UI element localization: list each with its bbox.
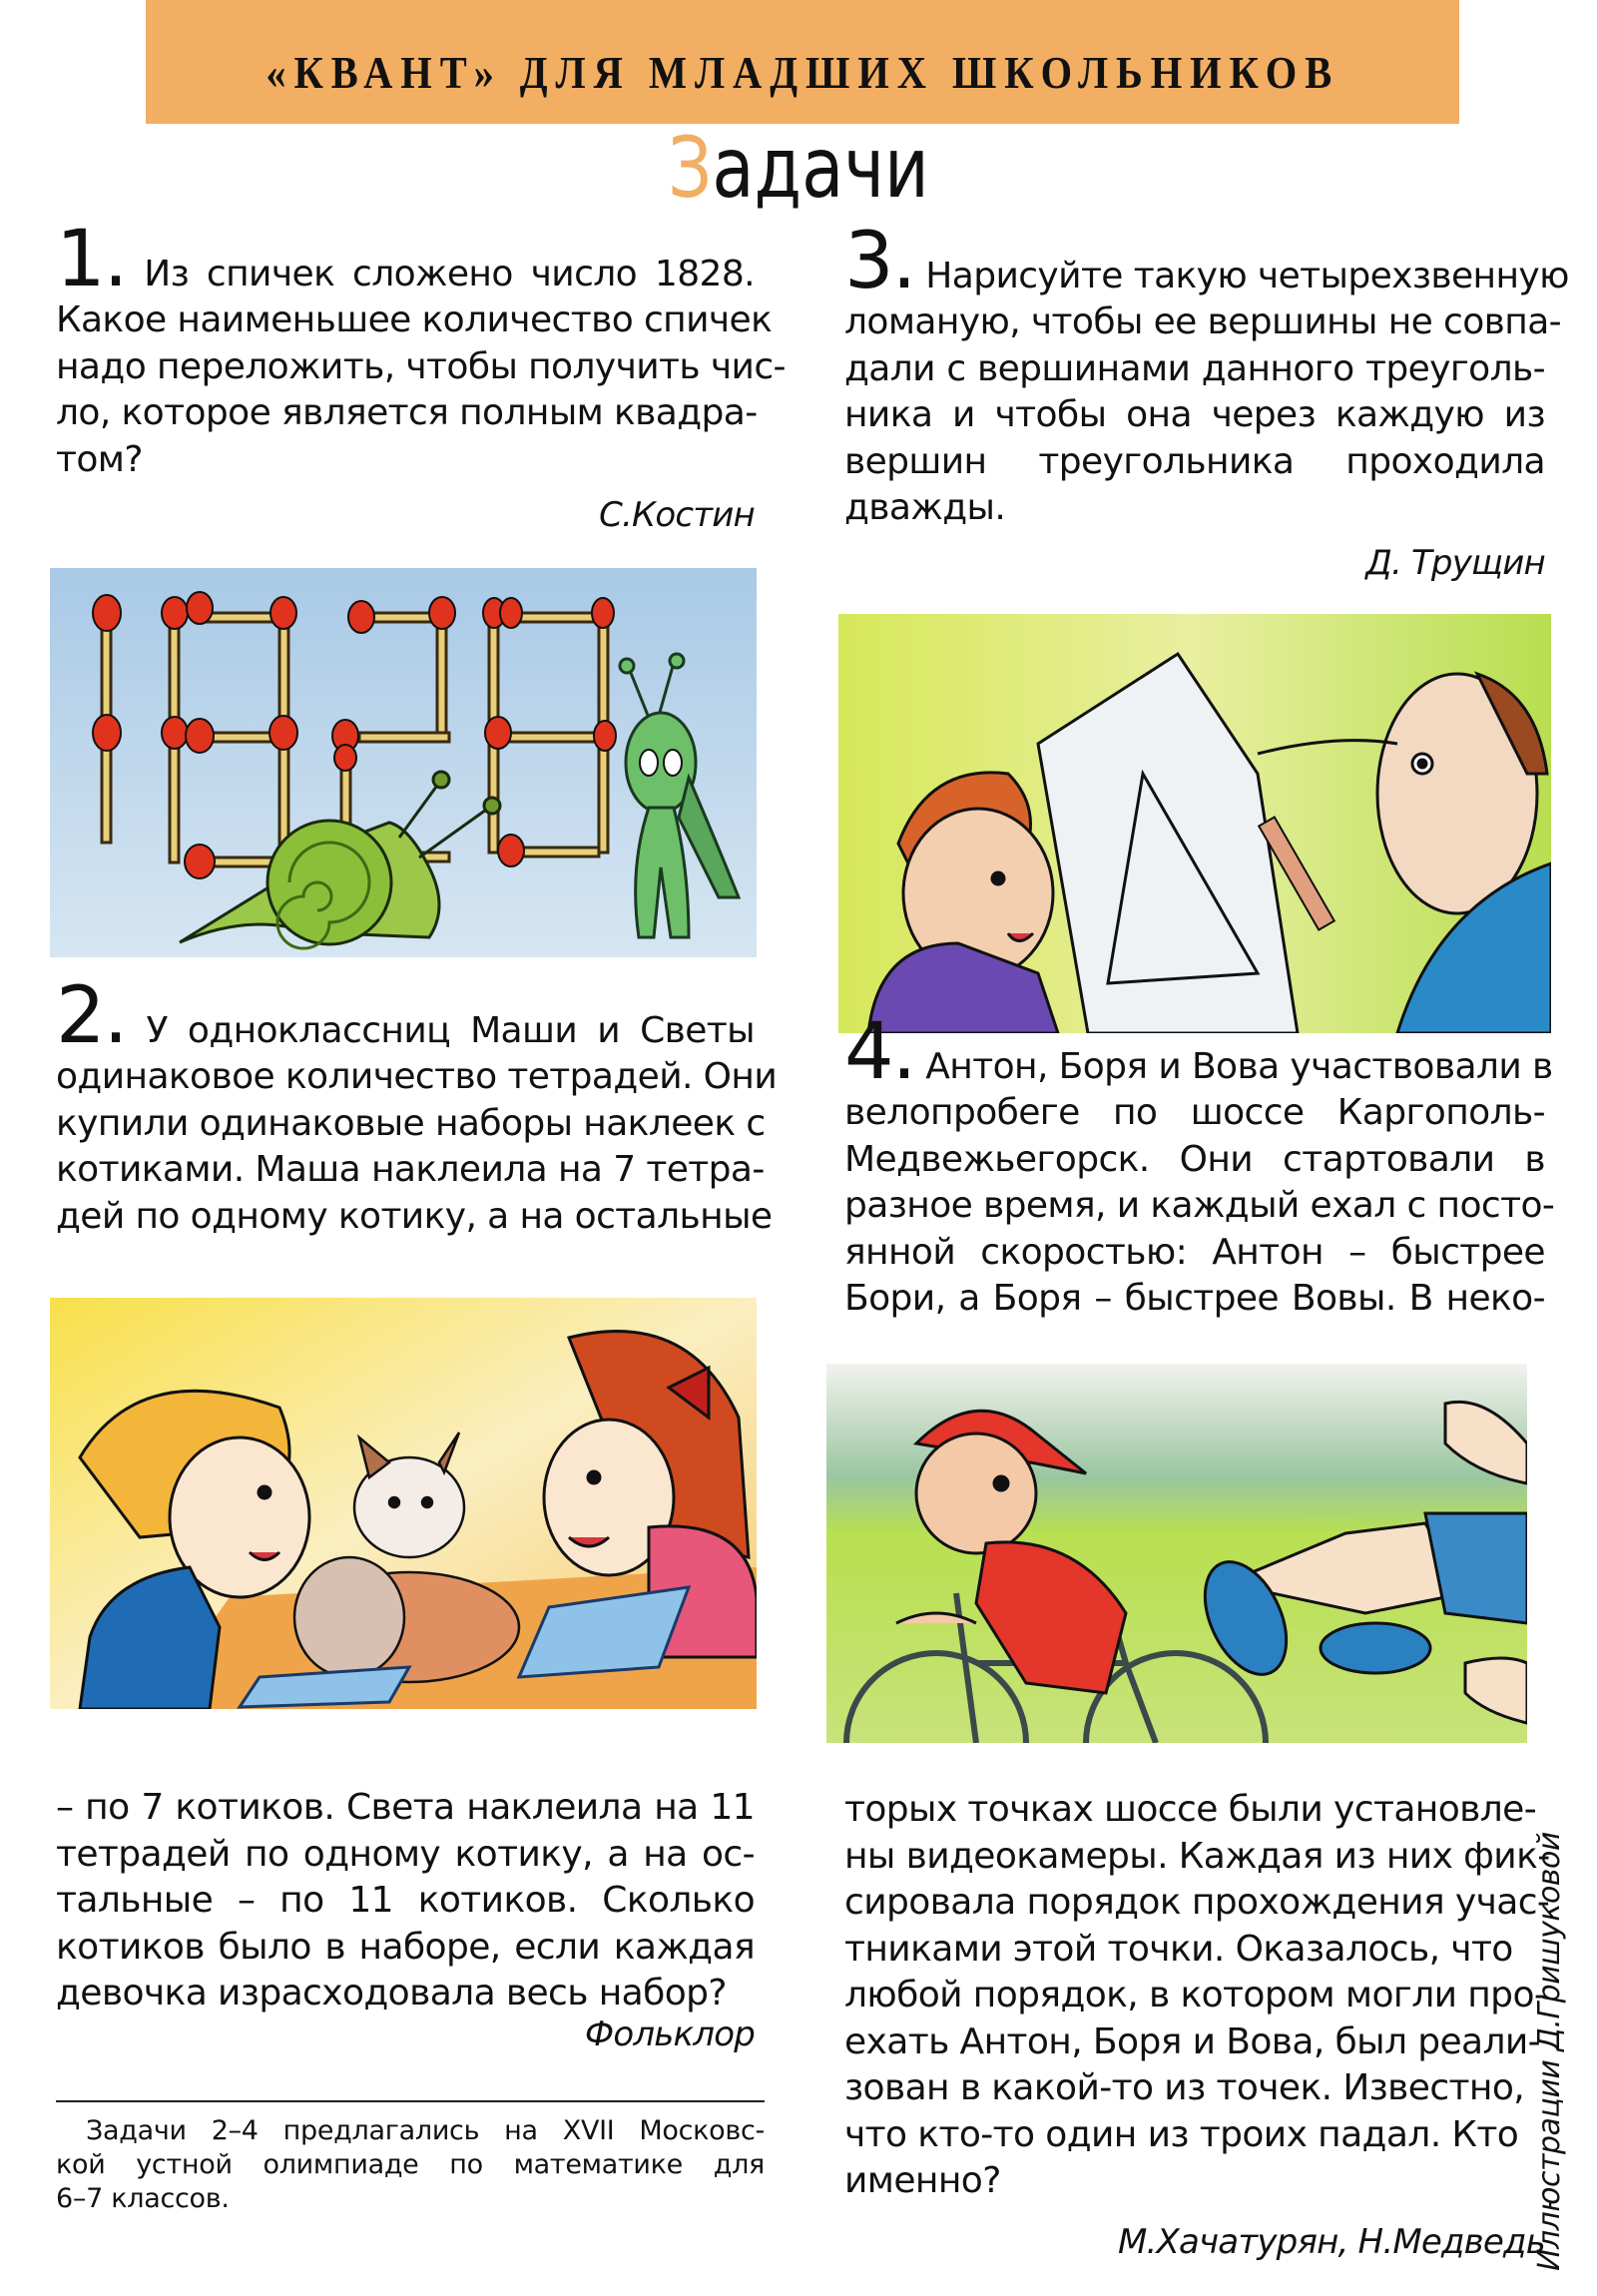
section-title: «КВАНТ» ДЛЯ МЛАДШИХ ШКОЛЬНИКОВ: [266, 46, 1339, 98]
problem-3-author: Д. Трущин: [1365, 543, 1545, 583]
problem-4-number: 4.: [844, 1007, 915, 1097]
problem-2-text-part-1: 2. У одноклассниц Маши и Светы одинаковое количество тетрадей. Они купили одинаковые наборы наклеек с котиками. Маша наклеила на 7 тетра- дей по одному котику, а на остальные: [56, 971, 778, 1237]
problem-1-illustration: [50, 568, 757, 957]
boy-and-man-with-triangle-image: [838, 614, 1551, 1033]
problem-2-text-part-2: – по 7 котиков. Света наклеила на 11 тетрадей по одному котику, а на ос- тальные – по 11 котиков. Сколько котиков было в наборе, если каждая девочка израсходовала весь набор?: [56, 1787, 755, 2013]
matches-1828-image: [50, 568, 757, 957]
problem-2-illustration: [50, 1298, 757, 1709]
problem-1-text: 1. Из спичек сложено число 1828. Какое наименьшее количество спичек надо переложить, чтобы получить чис- ло, которое является полным квадра- том?: [56, 215, 786, 480]
section-header-bar: [146, 0, 1459, 124]
girls-with-cat-image: [50, 1298, 757, 1709]
problem-2-author: Фольклор: [584, 2014, 755, 2054]
problem-4-text-part-1: 4. Антон, Боря и Вова участвовали в велопробеге по шоссе Каргополь- Медвежьегорск. Они стартовали в разное время, и каждый ехал с посто- янной скоростью: Антон – быстрее Бори, а Боря – быстрее Вовы. В неко-: [844, 1007, 1555, 1319]
problem-4-text-part-2: торых точках шоссе были установле- ны видеокамеры. Каждая из них фик- сировала порядок прохождения учас- тниками этой точки. Оказалось, что любой порядок, в котором могли про- ехать Антон, Боря и Вова, был реали- зован в какой-то из точек. Известно, что кто-то один из троих падал. Кто именно?: [844, 1789, 1550, 2201]
problem-2-number: 2.: [56, 971, 127, 1061]
problem-3-text: 3. Нарисуйте такую четырехзвенную ломаную, чтобы ее вершины не совпа- дали с вершинами данного треуголь- ника и чтобы она через каждую из вершин треугольника проходила дважды.: [844, 217, 1569, 528]
page-title: [144, 119, 1453, 217]
cyclist-image: [826, 1364, 1527, 1743]
problem-1-number: 1.: [56, 215, 127, 304]
footnote: Задачи 2–4 предлагались на XVII Московс- кой устной олимпиаде по математике для 6–7 классов.: [56, 2115, 765, 2214]
page-title-rest: адачи: [712, 119, 929, 217]
problem-4-illustration: [826, 1364, 1527, 1743]
illustrations-credit: Иллюстрации Д.Гришуковой: [1532, 1832, 1567, 2271]
problem-3-illustration: [838, 614, 1551, 1033]
problem-4-author: М.Хачатурян, Н.Медведь: [1117, 2222, 1545, 2262]
problem-3-number: 3.: [844, 217, 915, 306]
problem-1-author: С.Костин: [599, 495, 755, 535]
footnote-divider: [56, 2100, 765, 2102]
page-title-initial: З: [668, 119, 713, 217]
